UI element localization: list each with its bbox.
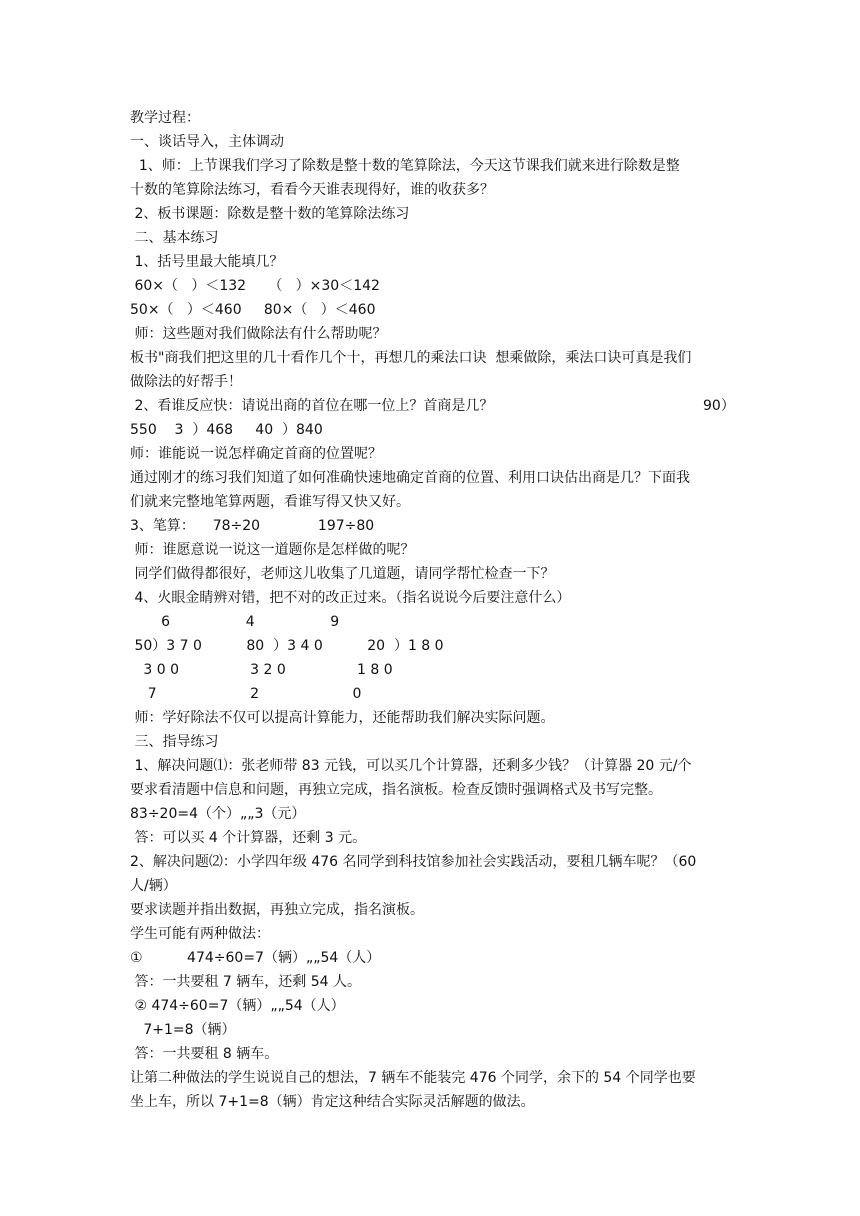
text-line: 3、笔算： 78÷20 197÷80 — [130, 518, 375, 534]
text-line: 通过刚才的练习我们知道了如何准确快速地确定首商的位置、利用口诀估出商是几？下面我 — [130, 470, 690, 486]
text-line: 坐上车，所以 7+1=8（辆）肯定这种结合实际灵活解题的做法。 — [130, 1094, 535, 1110]
text-line: 们就来完整地笔算两题，看谁写得又快又好。 — [130, 494, 410, 510]
text-line: 师：这些题对我们做除法有什么帮助呢？ — [130, 326, 387, 342]
text-line: 一、谈话导入，主体调动 — [130, 134, 284, 150]
text-line: 板书"商我们把这里的几十看作几个十，再想几的乘法口诀 想乘做除，乘法口诀可真是我们 — [130, 350, 692, 366]
text-line: 90） — [703, 398, 735, 414]
text-line: 3 0 0 3 2 0 1 8 0 — [130, 662, 393, 678]
text-line: 7 2 0 — [130, 686, 362, 702]
text-line: 同学们做得都很好，老师这儿收集了几道题，请同学帮忙检查一下？ — [130, 566, 555, 582]
text-line: ② 474÷60=7（辆）„„54（人） — [130, 998, 345, 1014]
text-line: 十数的笔算除法练习，看看今天谁表现得好，谁的收获多？ — [130, 182, 494, 198]
text-line: 人/辆） — [130, 878, 177, 894]
text-line: 1、师：上节课我们学习了除数是整十数的笔算除法，今天这节课我们就来进行除数是整 — [130, 158, 680, 174]
text-line: 要求看清题中信息和问题，再独立完成，指名演板。检查反馈时强调格式及书写完整。 — [130, 782, 662, 798]
text-line: 1、括号里最大能填几？ — [130, 254, 284, 270]
text-line: 50×（ ）＜460 80×（ ）＜460 — [130, 302, 376, 318]
text-line: 教学过程： — [130, 110, 200, 126]
text-line: 学生可能有两种做法： — [130, 926, 270, 942]
text-line: 做除法的好帮手！ — [130, 374, 242, 390]
text-line: 4、火眼金睛辨对错，把不对的改正过来。（指名说说今后要注意什么） — [130, 590, 571, 606]
text-line: 要求读题并指出数据，再独立完成，指名演板。 — [130, 902, 424, 918]
text-line: 让第二种做法的学生说说自己的想法，7 辆车不能装完 476 个同学，余下的 54 个同学也要 — [130, 1070, 696, 1086]
text-line: ① 474÷60=7（辆）„„54（人） — [130, 950, 381, 966]
text-line: 2、看谁反应快：请说出商的首位在哪一位上？首商是几？ — [130, 398, 494, 414]
text-line: 师：谁能说一说怎样确定首商的位置呢？ — [130, 446, 382, 462]
text-line: 师：谁愿意说一说这一道题你是怎样做的呢？ — [130, 542, 415, 558]
text-line: 答：可以买 4 个计算器，还剩 3 元。 — [130, 830, 367, 846]
text-line: 550 3 ）468 40 ）840 — [130, 422, 323, 438]
text-line: 6 4 9 — [130, 614, 340, 630]
text-line: 答：一共要租 7 辆车，还剩 54 人。 — [130, 974, 361, 990]
text-line: 二、基本练习 — [130, 230, 219, 246]
text-line: 师：学好除法不仅可以提高计算能力，还能帮助我们解决实际问题。 — [130, 710, 555, 726]
text-line: 60×（ ）＜132 （ ）×30＜142 — [130, 278, 380, 294]
text-line: 答：一共要租 8 辆车。 — [130, 1046, 279, 1062]
text-line: 50）3 7 0 80 ）3 4 0 20 ）1 8 0 — [130, 638, 444, 654]
text-line: 7+1=8（辆） — [130, 1022, 236, 1038]
text-line: 2、板书课题：除数是整十数的笔算除法练习 — [130, 206, 410, 222]
text-line: 1、解决问题⑴：张老师带 83 元钱，可以买几个计算器，还剩多少钱？（计算器 20 元/个 — [130, 758, 692, 774]
text-line: 83÷20=4（个）„„3（元） — [130, 806, 306, 822]
text-line: 2、解决问题⑵：小学四年级 476 名同学到科技馆参加社会实践活动，要租几辆车呢？（60 — [130, 854, 697, 870]
text-line: 三、指导练习 — [130, 734, 219, 750]
